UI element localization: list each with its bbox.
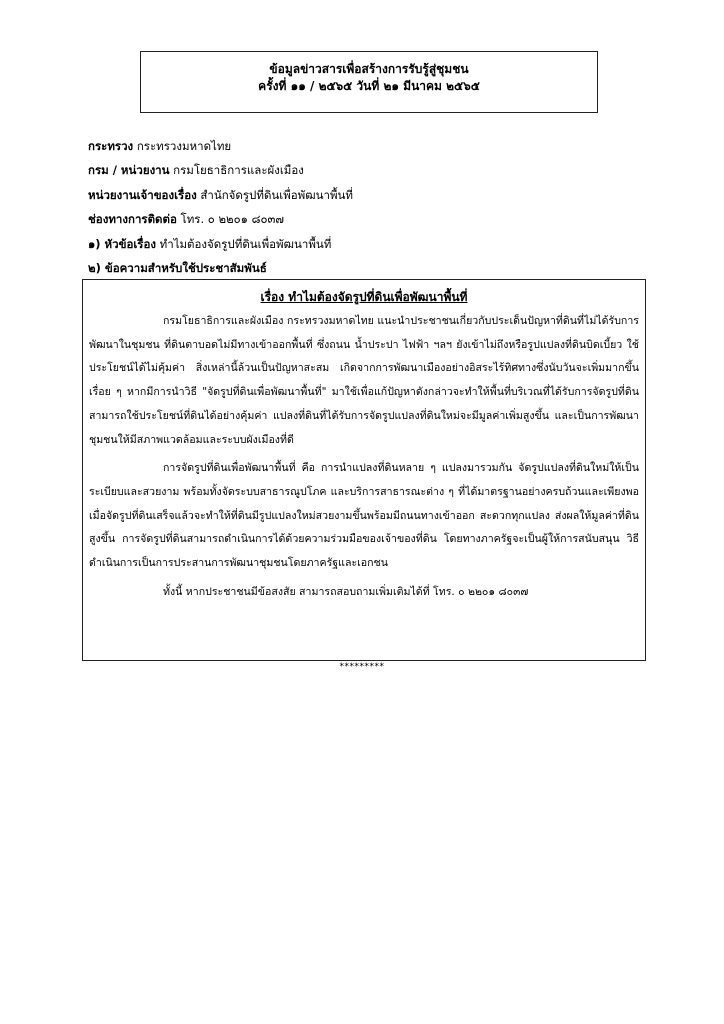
topic-label: ๑) หัวข้อเรื่อง xyxy=(88,236,156,251)
content-closing: ทั้งนี้ หากประชาชนมีข้อสงสัย สามารถสอบถามเพิ่มเติมได้ที่ โทร. ๐ ๒๒๐๑ ๘๐๓๗ xyxy=(163,585,529,598)
ministry-label: กระทรวง xyxy=(88,139,134,153)
meta-pr xyxy=(88,256,648,280)
meta-section xyxy=(88,134,648,280)
content-title: เรื่อง ทำไมต้องจัดรูปที่ดินเพื่อพัฒนาพื้นที่ xyxy=(260,290,468,304)
header-title: ข้อมูลข่าวสารเพื่อสร้างการรับรู้สู่ชุมชน xyxy=(269,62,469,76)
contact-label: ช่องทางการติดต่อ xyxy=(88,212,177,227)
department-value: กรมโยธาธิการและผังเมือง xyxy=(173,163,304,178)
pr-content-box xyxy=(82,279,646,661)
meta-department xyxy=(88,158,648,182)
header-issue-date: ครั้งที่ ๑๑ / ๒๕๖๕ วันที่ ๒๑ มีนาคม ๒๕๖๕ xyxy=(258,79,480,93)
contact-value: โทร. ๐ ๒๒๐๑ ๘๐๓๗ xyxy=(180,212,285,227)
meta-ministry xyxy=(88,134,648,158)
topic-value: ทำไมต้องจัดรูปที่ดินเพื่อพัฒนาพื้นที่ xyxy=(159,236,332,251)
owner-label: หน่วยงานเจ้าของเรื่อง xyxy=(88,187,197,202)
ministry-value: กระทรวงมหาดไทย xyxy=(136,139,232,153)
content-paragraph-1: กรมโยธาธิการและผังเมือง กระทรวงมหาดไทย แนะนำประชาชนเกี่ยวกับประเด็นปัญหาที่ดินที่ไม่ได้รับการพัฒนาในชุมชน ที่ดินตาบอดไม่มีทางเข้าออกพื้นที่ ซึ่งถนน น้ำประปา ไฟฟ้า ฯลฯ ยังเข้าไม่ถึงหรือรูปแปลงที่ดินบิดเบี้ยว ใช้ประโยชน์ได้ไม่คุ้มค่า สิ่งเหล่านี้ล้วนเป็นปัญหาสะสม เกิดจากการพัฒนาเมืองอย่างอิสระไร้ทิศทางซึ่งนับวันจะเพิ่มมากขึ้นเรื่อย ๆ หากมีการนำวิธี "จัดรูปที่ดินเพื่อพัฒนาพื้นที่" มาใช้เพื่อแก้ปัญหาดังกล่าวจะทำให้พื้นที่บริเวณที่ได้รับการจัดรูปที่ดิน สามารถใช้ประโยชน์ที่ดินได้อย่างคุ้มค่า แปลงที่ดินที่ได้รับการจัดรูปแปลงที่ดินใหม่จะมีมูลค่าเพิ่มสูงขึ้น และเป็นการพัฒนาชุมชนให้มีสภาพแวดล้อมและระบบผังเมืองที่ดี xyxy=(89,315,639,446)
meta-owner xyxy=(88,183,648,207)
department-label: กรม / หน่วยงาน xyxy=(88,163,170,178)
owner-value: สำนักจัดรูปที่ดินเพื่อพัฒนาพื้นที่ xyxy=(200,187,353,202)
meta-topic xyxy=(88,232,648,256)
pr-label: ๒) ข้อความสำหรับใช้ประชาสัมพันธ์ xyxy=(88,261,267,276)
meta-contact xyxy=(88,207,648,231)
header-box xyxy=(140,51,598,113)
end-mark: ********* xyxy=(339,662,385,672)
content-paragraph-2: การจัดรูปที่ดินเพื่อพัฒนาพื้นที่ คือ การนำแปลงที่ดินหลาย ๆ แปลงมารวมกัน จัดรูปแปลงที่ดินใหม่ให้เป็นระเบียบและสวยงาม พร้อมทั้งจัดระบบสาธารณูปโภค และบริการสาธารณะต่าง ๆ ที่ได้มาตรฐานอย่างครบถ้วนและเพียงพอ เมื่อจัดรูปที่ดินเสร็จแล้วจะทำให้ที่ดินมีรูปแปลงใหม่สวยงามขึ้นพร้อมมีถนนทางเข้าออก สะดวกทุกแปลง ส่งผลให้มูลค่าที่ดินสูงขึ้น การจัดรูปที่ดินสามารถดำเนินการได้ด้วยความร่วมมือของเจ้าของที่ดิน โดยทางภาครัฐจะเป็นผู้ให้การสนับสนุน วิธีดำเนินการเป็นการประสานการพัฒนาชุมชนโดยภาครัฐและเอกชน xyxy=(89,462,639,570)
